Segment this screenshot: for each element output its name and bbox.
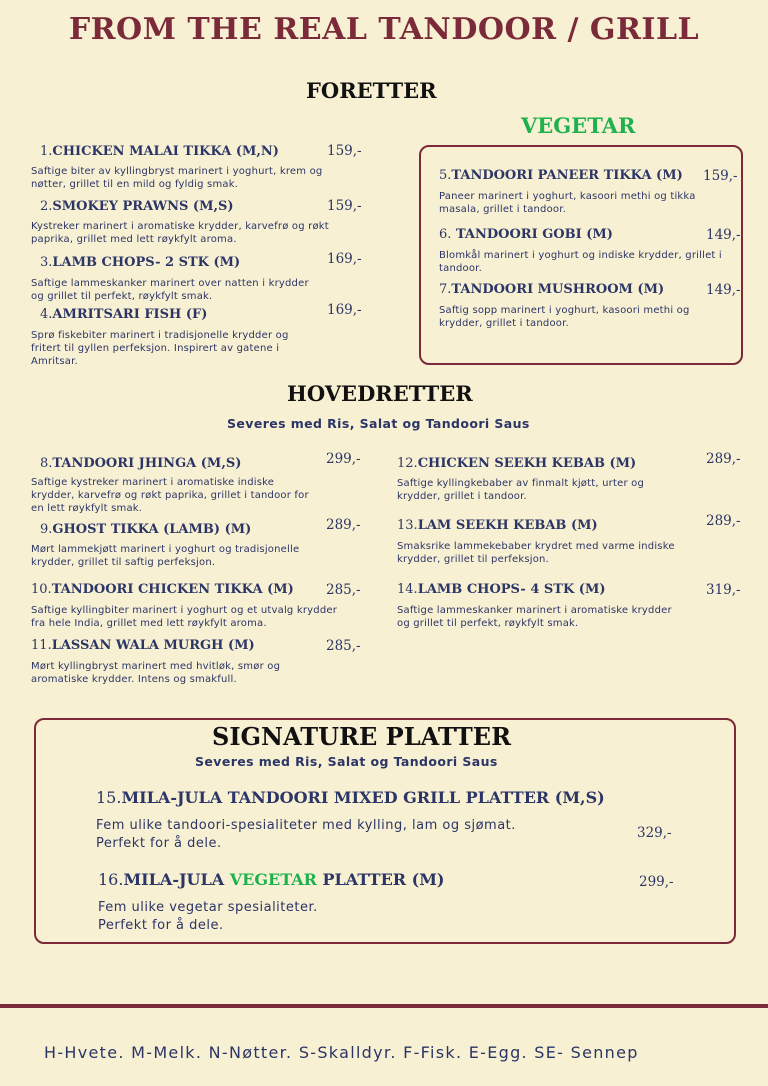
menu-item-7-price: 149,-	[706, 282, 741, 298]
menu-item-10-price: 285,-	[326, 582, 361, 598]
menu-item-8-name: 8.TANDOORI JHINGA (M,S)	[40, 456, 242, 471]
menu-item-1-desc: Saftige biter av kyllingbryst marinert i yoghurt, krem og nøtter, grillet til en mild og fyldig smak.	[31, 166, 323, 190]
menu-item-12-price: 289,-	[706, 451, 741, 467]
menu-item-14-desc: Saftige lammeskanker marinert i aromatiske krydder og grillet til perfekt, røykfylt smak.	[397, 605, 672, 629]
menu-item-9-name: 9.GHOST TIKKA (LAMB) (M)	[40, 522, 252, 537]
menu-item-3-name: 3.LAMB CHOPS- 2 STK (M)	[40, 255, 241, 270]
vegetar-heading: VEGETAR	[521, 113, 636, 138]
menu-item-13-name: 13.LAM SEEKH KEBAB (M)	[397, 518, 598, 533]
menu-item-6-price: 149,-	[706, 227, 741, 243]
allergen-legend: H-Hvete. M-Melk. N-Nøtter. S-Skalldyr. F-Fisk. E-Egg. SE- Sennep	[44, 1043, 639, 1062]
menu-item-8-desc: Saftige kystreker marinert i aromatiske indiske krydder, karvefrø og røkt paprika, grillet i tandoor for en lett røykfylt smak.	[31, 477, 309, 514]
menu-item-11-name: 11.LASSAN WALA MURGH (M)	[31, 638, 255, 653]
menu-item-16-name: 16.MILA-JULA VEGETAR PLATTER (M)	[98, 870, 445, 889]
menu-item-1-price: 159,-	[327, 143, 362, 159]
hovedretter-subtitle: Severes med Ris, Salat og Tandoori Saus	[227, 416, 530, 431]
menu-item-10-desc: Saftige kyllingbiter marinert i yoghurt og et utvalg krydder fra hele India, grillet med lett røykfylt aroma.	[31, 605, 338, 629]
menu-item-5-name: 5.TANDOORI PANEER TIKKA (M)	[439, 168, 683, 183]
menu-item-6-name: 6. TANDOORI GOBI (M)	[439, 227, 613, 242]
menu-item-7-desc: Saftig sopp marinert i yoghurt, kasoori methi og krydder, grillet i tandoor.	[439, 305, 690, 329]
menu-title: FROM THE REAL TANDOOR / GRILL	[68, 12, 700, 47]
menu-item-2-name: 2.SMOKEY PRAWNS (M,S)	[40, 199, 234, 214]
forretter-heading: FORETTER	[306, 78, 437, 103]
menu-item-12-name: 12.CHICKEN SEEKH KEBAB (M)	[397, 456, 637, 471]
hovedretter-heading: HOVEDRETTER	[287, 381, 473, 406]
signature-heading: SIGNATURE PLATTER	[212, 722, 512, 751]
menu-item-15-name: 15.MILA-JULA TANDOORI MIXED GRILL PLATTER (M,S)	[96, 788, 605, 807]
menu-item-4-price: 169,-	[327, 302, 362, 318]
menu-item-3-desc: Saftige lammeskanker marinert over natten i krydder og grillet til perfekt, røykfylt smak.	[31, 278, 309, 302]
menu-item-2-price: 159,-	[327, 198, 362, 214]
menu-item-5-price: 159,-	[703, 168, 738, 184]
menu-item-4-desc: Sprø fiskebiter marinert i tradisjonelle krydder og fritert til gyllen perfeksjon. Inspirert av gatene i Amritsar.	[31, 330, 289, 367]
menu-item-1-name: 1.CHICKEN MALAI TIKKA (M,N)	[40, 144, 279, 159]
menu-item-7-name: 7.TANDOORI MUSHROOM (M)	[439, 282, 665, 297]
menu-item-13-desc: Smaksrike lammekebaber krydret med varme indiske krydder, grillet til perfeksjon.	[397, 541, 675, 565]
menu-item-13-price: 289,-	[706, 513, 741, 529]
menu-item-11-desc: Mørt kyllingbryst marinert med hvitløk, smør og aromatiske krydder. Intens og smakfull.	[31, 661, 281, 685]
menu-item-2-desc: Kystreker marinert i aromatiske krydder, karvefrø og røkt paprika, grillet med lett røykfylt aroma.	[31, 221, 329, 245]
menu-item-9-price: 289,-	[326, 517, 361, 533]
signature-subtitle: Severes med Ris, Salat og Tandoori Saus	[195, 754, 498, 769]
footer-divider	[0, 1004, 768, 1008]
menu-item-4-name: 4.AMRITSARI FISH (F)	[40, 307, 208, 322]
menu-item-6-desc: Blomkål marinert i yoghurt og indiske krydder, grillet i tandoor.	[439, 250, 722, 274]
menu-item-10-name: 10.TANDOORI CHICKEN TIKKA (M)	[31, 582, 294, 597]
menu-item-15-desc: Fem ulike tandoori-spesialiteter med kylling, lam og sjømat. Perfekt for å dele.	[96, 818, 516, 851]
menu-item-5-desc: Paneer marinert i yoghurt, kasoori methi og tikka masala, grillet i tandoor.	[439, 191, 696, 215]
menu-item-12-desc: Saftige kyllingkebaber av finmalt kjøtt, urter og krydder, grillet i tandoor.	[397, 478, 644, 502]
menu-item-8-price: 299,-	[326, 451, 361, 467]
menu-item-16-desc: Fem ulike vegetar spesialiteter. Perfekt for å dele.	[98, 900, 318, 933]
menu-item-14-price: 319,-	[706, 582, 741, 598]
menu-item-14-name: 14.LAMB CHOPS- 4 STK (M)	[397, 582, 606, 597]
menu-item-3-price: 169,-	[327, 251, 362, 267]
menu-item-11-price: 285,-	[326, 638, 361, 654]
menu-item-16-price: 299,-	[639, 874, 674, 890]
menu-item-15-price: 329,-	[637, 825, 672, 841]
menu-item-9-desc: Mørt lammekjøtt marinert i yoghurt og tradisjonelle krydder, grillet til saftig perfeksjon.	[31, 544, 300, 568]
